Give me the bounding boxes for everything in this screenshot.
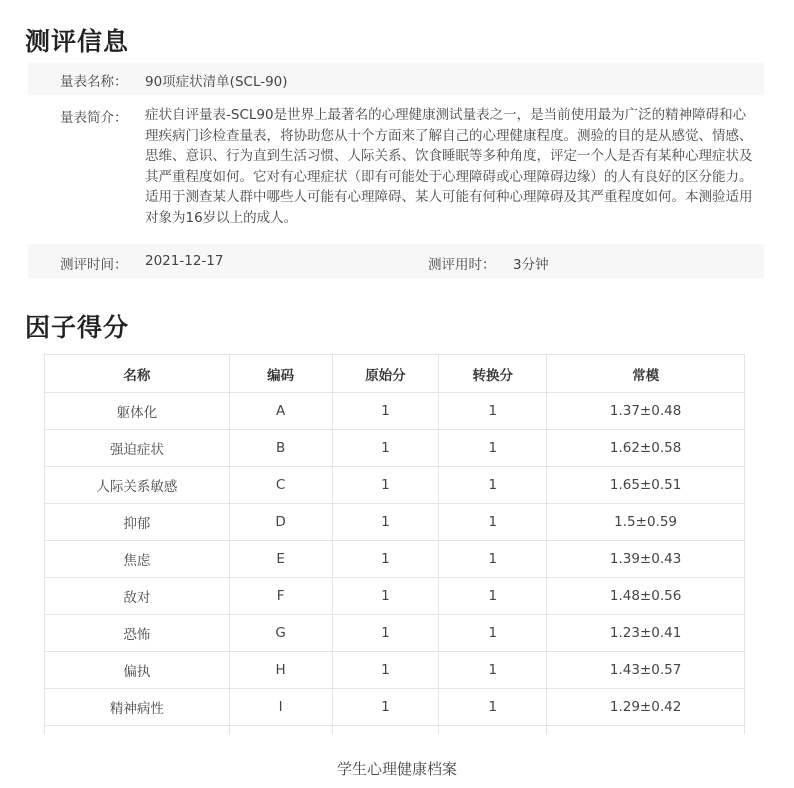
table-row xyxy=(45,615,745,652)
factor-raw-score: 1 xyxy=(332,578,439,615)
factor-name: 偏执 xyxy=(45,652,230,689)
factor-converted-score: 1 xyxy=(439,393,547,430)
test-time-value: 2021-12-17 xyxy=(145,253,224,269)
header-converted-score: 转换分 xyxy=(439,355,547,393)
header-raw-score: 原始分 xyxy=(332,355,439,393)
factor-code: A xyxy=(229,393,332,430)
factor-name: 强迫症状 xyxy=(45,430,230,467)
factor-name: 人际关系敏感 xyxy=(45,467,230,504)
table-row xyxy=(45,467,745,504)
table-row xyxy=(45,541,745,578)
table-row-cutoff xyxy=(45,726,745,735)
factor-raw-score: 1 xyxy=(332,504,439,541)
factor-code: C xyxy=(229,467,332,504)
table-row xyxy=(45,652,745,689)
factor-name: 焦虑 xyxy=(45,541,230,578)
factor-norm: 1.48±0.56 xyxy=(547,578,745,615)
factor-converted-score: 1 xyxy=(439,541,547,578)
factor-code: H xyxy=(229,652,332,689)
factor-name: 敌对 xyxy=(45,578,230,615)
factor-norm: 1.37±0.48 xyxy=(547,393,745,430)
table-row xyxy=(45,504,745,541)
scale-name-value: 90项症状清单(SCL-90) xyxy=(145,74,288,90)
factor-converted-score: 1 xyxy=(439,689,547,726)
factor-name: 抑郁 xyxy=(45,504,230,541)
info-section-title: 测评信息 xyxy=(25,27,130,56)
factor-raw-score: 1 xyxy=(332,467,439,504)
test-time-label: 测评时间： xyxy=(60,257,128,273)
factor-name: 躯体化 xyxy=(45,393,230,430)
factor-converted-score: 1 xyxy=(439,430,547,467)
factor-section-title: 因子得分 xyxy=(25,313,130,342)
factor-norm: 1.62±0.58 xyxy=(547,430,745,467)
factor-norm: 1.5±0.59 xyxy=(547,504,745,541)
factor-raw-score: 1 xyxy=(332,430,439,467)
scale-name-row xyxy=(28,62,764,95)
table-row xyxy=(45,578,745,615)
factor-score-table xyxy=(44,354,745,734)
factor-code: D xyxy=(229,504,332,541)
factor-converted-score: 1 xyxy=(439,578,547,615)
factor-converted-score: 1 xyxy=(439,467,547,504)
table-row xyxy=(45,393,745,430)
factor-norm: 1.29±0.42 xyxy=(547,689,745,726)
scale-name-label: 量表名称： xyxy=(60,74,128,90)
factor-norm: 1.43±0.57 xyxy=(547,652,745,689)
factor-raw-score: 1 xyxy=(332,652,439,689)
factor-code: F xyxy=(229,578,332,615)
scale-intro-text: 症状自评量表-SCL90是世界上最著名的心理健康测试量表之一，是当前使用最为广泛的精神障碍和心理疾病门诊检查量表，将协助您从十个方面来了解自己的心理健康程度。测验的目的是从感觉、情感、思维、意识、行为直到生活习惯、人际关系、饮食睡眠等多种角度，评定一个人是否有某种心理症状及其严重程度如何。它对有心理症状（即有可能处于心理障碍或心理障碍边缘）的人有良好的区分能力。适用于测查某人群中哪些人可能有心理障碍、某人可能有何种心理障碍及其严重程度如何。本测验适用对象为16岁以上的成人。 xyxy=(145,107,753,226)
factor-code: G xyxy=(229,615,332,652)
duration-label: 测评用时： xyxy=(428,257,496,273)
test-meta-row xyxy=(28,244,764,278)
factor-norm: 1.39±0.43 xyxy=(547,541,745,578)
factor-converted-score: 1 xyxy=(439,652,547,689)
factor-converted-score: 1 xyxy=(439,615,547,652)
factor-raw-score: 1 xyxy=(332,393,439,430)
header-code: 编码 xyxy=(229,355,332,393)
factor-norm: 1.23±0.41 xyxy=(547,615,745,652)
table-row xyxy=(45,430,745,467)
factor-raw-score: 1 xyxy=(332,541,439,578)
factor-norm: 1.65±0.51 xyxy=(547,467,745,504)
header-name: 名称 xyxy=(45,355,230,393)
page-caption: 学生心理健康档案 xyxy=(336,760,457,778)
factor-code: E xyxy=(229,541,332,578)
factor-name: 恐怖 xyxy=(45,615,230,652)
scale-intro-label: 量表简介： xyxy=(60,110,128,126)
factor-name: 精神病性 xyxy=(45,689,230,726)
duration-value: 3分钟 xyxy=(513,257,549,273)
factor-raw-score: 1 xyxy=(332,615,439,652)
scale-intro-row xyxy=(28,98,764,233)
header-norm: 常模 xyxy=(547,355,745,393)
factor-raw-score: 1 xyxy=(332,689,439,726)
factor-converted-score: 1 xyxy=(439,504,547,541)
factor-code: B xyxy=(229,430,332,467)
table-header-row xyxy=(45,355,745,393)
table-row xyxy=(45,689,745,726)
factor-code: I xyxy=(229,689,332,726)
